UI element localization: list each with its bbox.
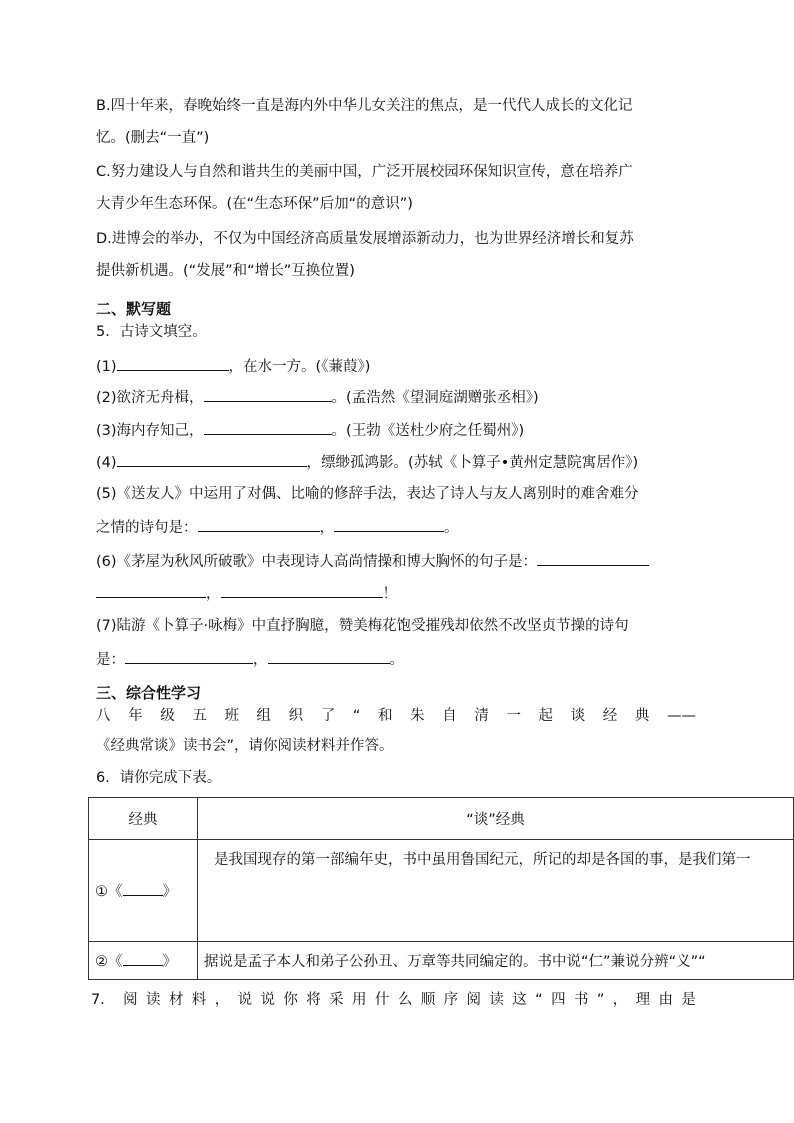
poem-item-5-line1: (5)《送友人》中运用了对偶、比喻的修辞手法，表达了诗人与友人离别时的难舍难分 [96, 486, 639, 502]
poem-item-5-line2: 之情的诗句是： ， 。 [96, 516, 459, 538]
option-b-line2: 忆。(删去“一直”) [96, 130, 210, 146]
fill-blank[interactable] [268, 648, 390, 664]
option-d-line1: D.进博会的举办，不仅为中国经济高质量发展增添新动力，也为世界经济增长和复苏 [96, 231, 634, 247]
table-header-talk: “谈”经典 [198, 798, 794, 840]
poem-item-3: (3)海内存知己， 。(王勃《送杜少府之任蜀州》) [96, 419, 524, 441]
question-5: 5．古诗文填空。 [96, 324, 207, 340]
fill-blank[interactable] [204, 386, 332, 402]
table-header-classic: 经典 [89, 798, 198, 840]
fill-blank[interactable] [123, 880, 163, 896]
fill-blank[interactable] [117, 451, 307, 467]
classics-table [88, 797, 794, 980]
fill-blank[interactable] [117, 355, 229, 371]
poem-item-6-line2: ， ！ [96, 582, 397, 604]
poem-item-6-line1: (6)《茅屋为秋风所破歌》中表现诗人高尚情操和博大胸怀的句子是： [96, 550, 649, 572]
section3-intro-line2: 《经典常谈》读书会”，请你阅读材料并作答。 [96, 738, 394, 754]
fill-blank[interactable] [537, 550, 649, 566]
fill-blank[interactable] [204, 419, 332, 435]
section3-heading: 三、综合性学习 [96, 684, 202, 702]
option-c-line2: 大青少年生态环保。(在“生态环保”后加“的意识”) [96, 196, 413, 212]
fill-blank[interactable] [125, 648, 253, 664]
option-c-line1: C.努力建设人与自然和谐共生的美丽中国，广泛开展校园环保知识宣传，意在培养广 [96, 164, 633, 180]
poem-item-2: (2)欲济无舟楫， 。(孟浩然《望洞庭湖赠张丞相》) [96, 386, 539, 408]
fill-blank[interactable] [96, 582, 206, 598]
fill-blank[interactable] [334, 516, 444, 532]
question-6: 6．请你完成下表。 [96, 770, 222, 786]
table-row2-classic: ②《 》 [89, 942, 198, 980]
question-7: 7． 阅 读 材 料 ， 说 说 你 将 采 用 什 么 顺 序 阅 读 这 “ 四 书 ” ， 理 由 是 [91, 992, 696, 1008]
fill-blank[interactable] [198, 516, 320, 532]
poem-item-7-line2: 是： ， 。 [96, 648, 404, 670]
section3-intro-line1: 八 年 级 五 班 组 织 了 “ 和 朱 自 清 一 起 谈 经 典 —— [96, 708, 696, 724]
poem-item-1: (1) ，在水一方。(《蒹葭》) [96, 355, 370, 377]
fill-blank[interactable] [221, 582, 383, 598]
poem-item-4: (4) ，缥缈孤鸿影。(苏轼《卜算子•黄州定慧院寓居作》) [96, 451, 638, 473]
table-row1-classic: ①《 》 [89, 840, 198, 942]
table-row1-talk: 是我国现存的第一部编年史，书中虽用鲁国纪元，所记的却是各国的事，是我们第一 [198, 840, 794, 942]
table-row2-talk: 据说是孟子本人和弟子公孙丑、万章等共同编定的。书中说“仁”兼说分辨“义”“ [198, 942, 794, 980]
fill-blank[interactable] [123, 950, 163, 966]
poem-item-7-line1: (7)陆游《卜算子·咏梅》中直抒胸臆，赞美梅花饱受摧残却依然不改坚贞节操的诗句 [96, 618, 629, 634]
section2-heading: 二、默写题 [96, 300, 172, 318]
option-b-line1: B.四十年来，春晚始终一直是海内外中华儿女关注的焦点，是一代代人成长的文化记 [96, 98, 633, 114]
option-d-line2: 提供新机遇。(“发展”和“增长”互换位置) [96, 263, 355, 279]
